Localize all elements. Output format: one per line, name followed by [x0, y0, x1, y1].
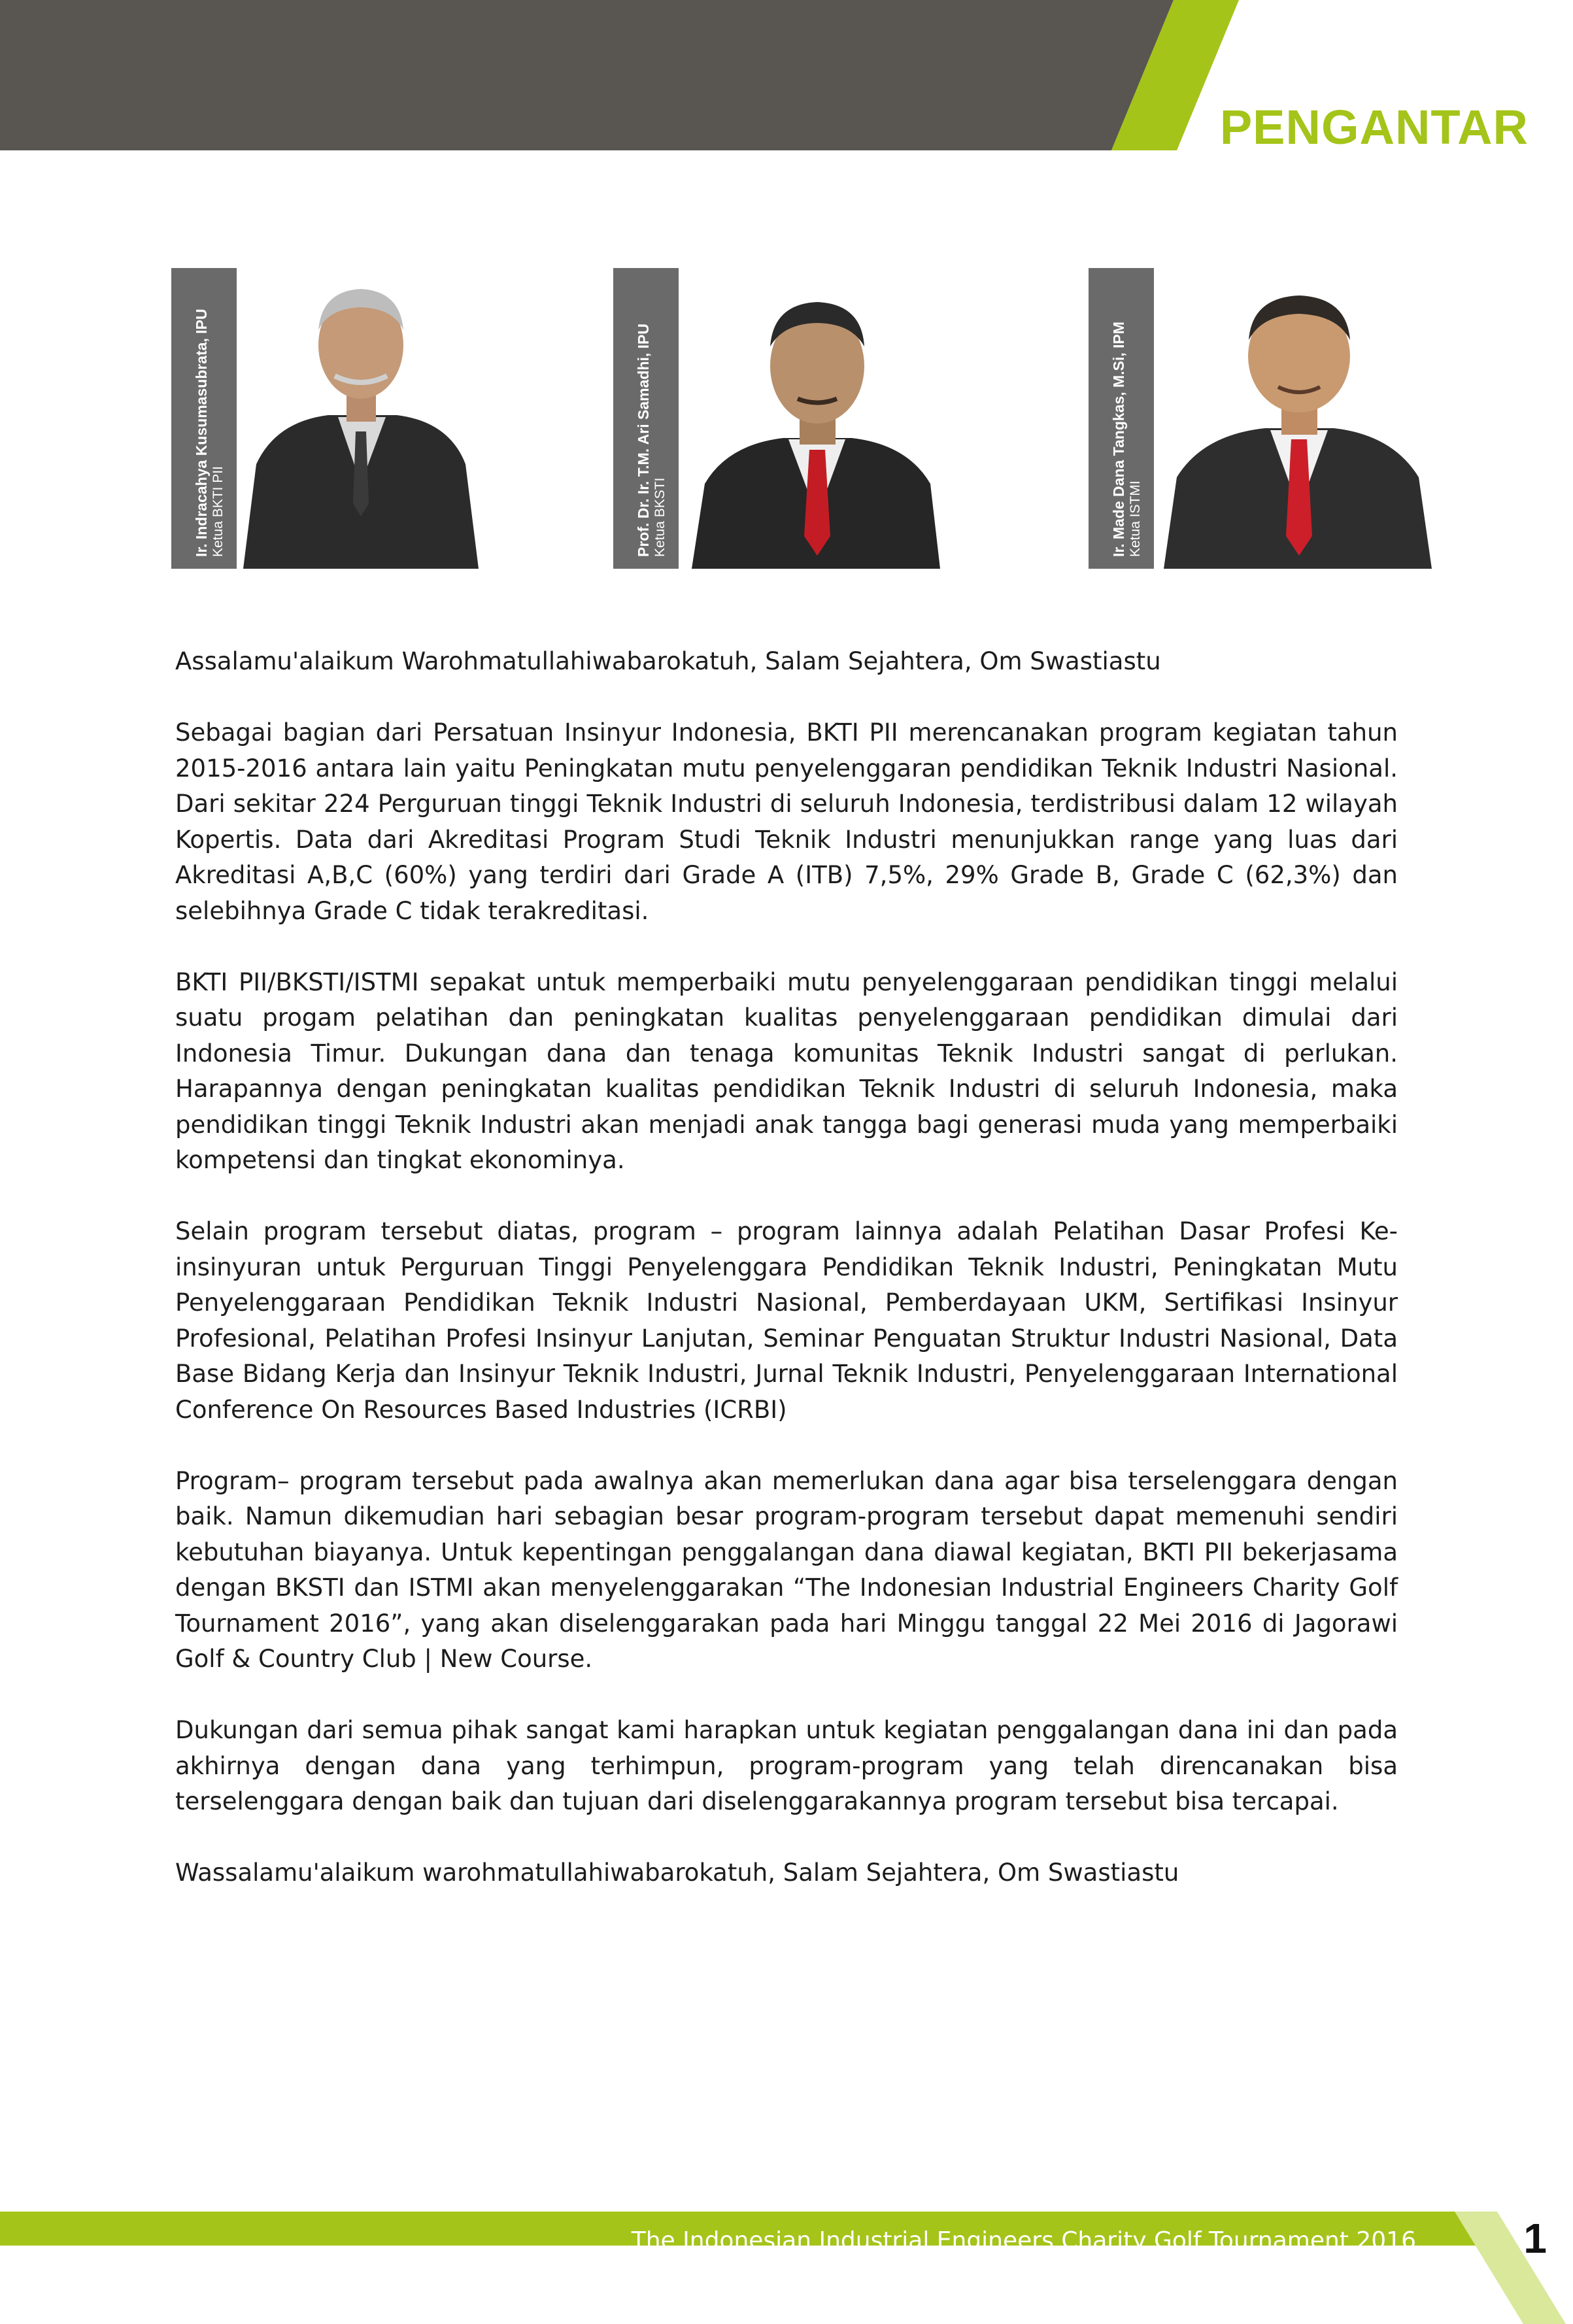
portrait-name: Ir. Made Dana Tangkas, M.Si, IPM — [1110, 321, 1128, 557]
portrait-role: Ketua ISTMI — [1127, 480, 1143, 557]
portrait-role: Ketua BKSTI — [652, 477, 668, 557]
portrait-card — [613, 268, 953, 569]
paragraph: BKTI PII/BKSTI/ISTMI sepakat untuk memperbaiki mutu penyelenggaraan pendidikan tinggi melalui suatu progam pelatihan dan peningkatan kualitas penyelenggaraan pendidikan dimulai dari Indonesia Timur. Dukungan dana dan tenaga komunitas Teknik Industri sangat di perlukan. Harapannya dengan peningkatan kualitas pendidikan Teknik Industri di seluruh Indonesia, maka pendidikan tinggi Teknik Industri akan menjadi anak tangga bagi generasi muda yang memperbaiki kompetensi dan tingkat ekonominya. — [175, 968, 1398, 1174]
portrait-photo — [679, 268, 953, 569]
portrait-card — [171, 268, 485, 569]
portrait-caption-bar — [613, 268, 679, 569]
portrait-photo — [1154, 268, 1442, 569]
page-number: 1 — [1523, 2215, 1547, 2262]
portrait-card — [1089, 268, 1442, 569]
closing: Wassalamu'alaikum warohmatullahiwabarokatuh, Salam Sejahtera, Om Swastiastu — [175, 1859, 1179, 1887]
letter-body — [175, 644, 1398, 1927]
footer-event-title: The Indonesian Industrial Engineers Charity Golf Tournament 2016 — [631, 2227, 1416, 2254]
header-dark-band — [0, 0, 1174, 150]
paragraph: Selain program tersebut diatas, program – program lainnya adalah Pelatihan Dasar Profesi Ke-insinyuran untuk Perguruan Tinggi Penyelenggara Pendidikan Teknik Industri, Peningkatan Mutu Penyelenggaraan Pendidikan Teknik Industri Nasional, Pemberdayaan UKM, Sertifikasi Insinyur Profesional, Pelatihan Profesi Insinyur Lanjutan, Seminar Penguatan Struktur Industri Nasional, Data Base Bidang Kerja dan Insinyur Teknik Industri, Jurnal Teknik Industri, Penyelenggaraan International Conference On Resources Based Industries (ICRBI) — [175, 1217, 1398, 1424]
portrait-caption-bar — [171, 268, 237, 569]
portrait-name: Ir. Indracahya Kusumasubrata, IPU — [193, 309, 211, 557]
portrait-caption-bar — [1089, 268, 1154, 569]
portrait-name: Prof. Dr. Ir. T.M. Ari Samadhi, IPU — [635, 323, 652, 557]
page-title: PENGANTAR — [1219, 100, 1529, 154]
portrait-photo — [237, 268, 485, 569]
paragraph: Sebagai bagian dari Persatuan Insinyur Indonesia, BKTI PII merencanakan program kegiatan tahun 2015-2016 antara lain yaitu Peningkatan mutu penyelenggaran pendidikan Teknik Industri Nasional. Dari sekitar 224 Perguruan tinggi Teknik Industri di seluruh Indonesia, terdistribusi dalam 12 wilayah Kopertis. Data dari Akreditasi Program Studi Teknik Industri menunjukkan range yang luas dari Akreditasi A,B,C (60%) yang terdiri dari Grade A (ITB) 7,5%, 29% Grade B, Grade C (62,3%) dan selebihnya Grade C tidak terakreditasi. — [175, 718, 1398, 925]
paragraph: Program– program tersebut pada awalnya akan memerlukan dana agar bisa terselenggara dengan baik. Namun dikemudian hari sebagian besar program-program tersebut dapat memenuhi sendiri kebutuhan biayanya. Untuk kepentingan penggalangan dana diawal kegiatan, BKTI PII bekerjasama dengan BKSTI dan ISTMI akan menyelenggarakan “The Indonesian Industrial Engineers Charity Golf Tournament 2016”, yang akan diselenggarakan pada hari Minggu tanggal 22 Mei 2016 di Jagorawi Golf & Country Club | New Course. — [175, 1466, 1398, 1673]
portrait-role: Ketua BKTI PII — [210, 466, 226, 557]
footer-light-stripe — [1455, 2212, 1566, 2324]
paragraph: Dukungan dari semua pihak sangat kami harapkan untuk kegiatan penggalangan dana ini dan pada akhirnya dengan dana yang terhimpun, program-program yang telah direncanakan bisa terselenggara dengan baik dan tujuan dari diselenggarakannya program tersebut bisa tercapai. — [175, 1716, 1398, 1815]
greeting: Assalamu'alaikum Warohmatullahiwabarokatuh, Salam Sejahtera, Om Swastiastu — [175, 647, 1161, 675]
